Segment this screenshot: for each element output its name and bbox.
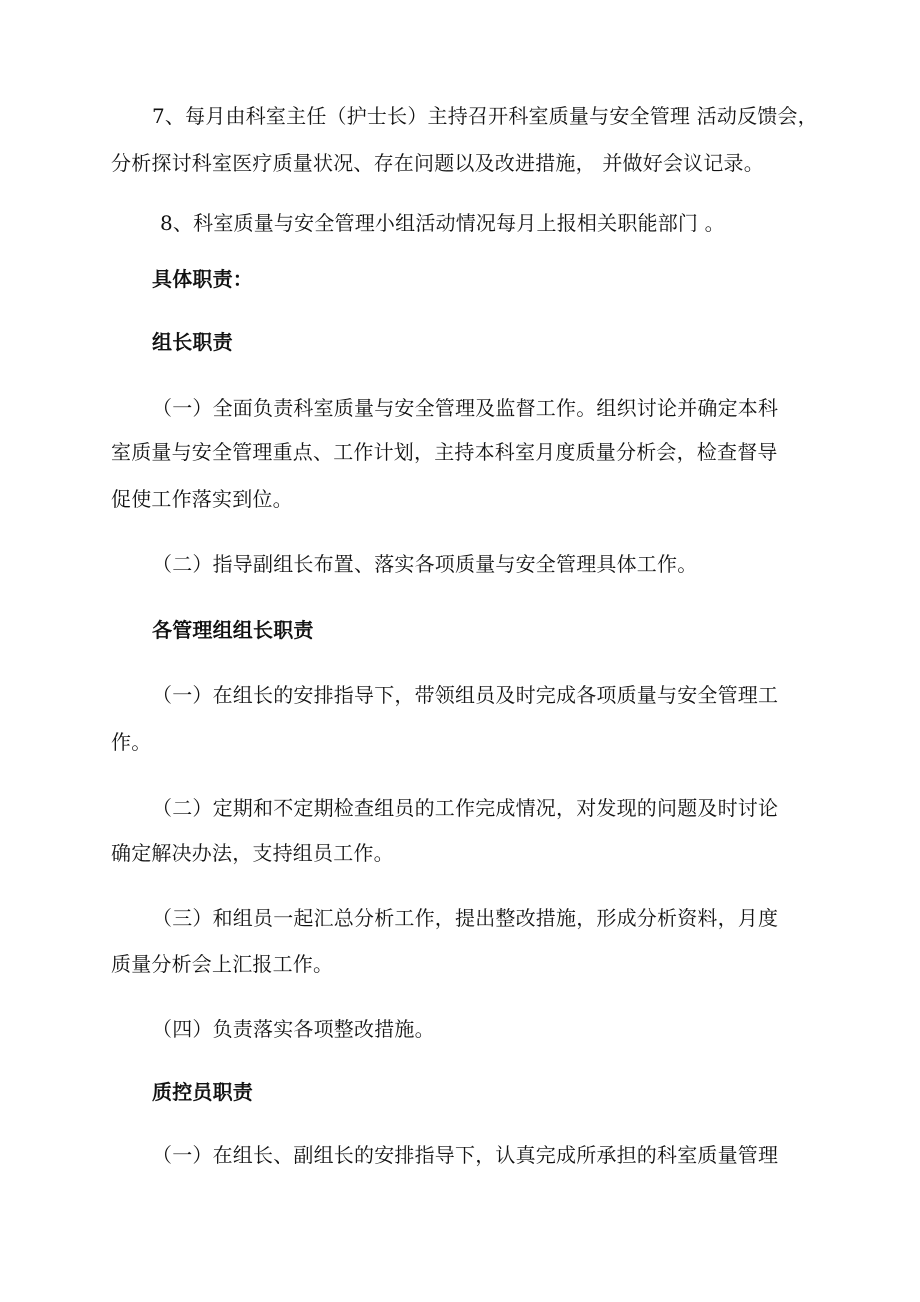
heading-specific-duties: 具体职责： (152, 267, 253, 291)
qc-officer-duty-1-line-1: （一）在组长、副组长的安排指导下，认真完成所承担的科室质量管理 (152, 1143, 779, 1167)
paragraph-7-line-1: 7、每月由科室主任（护士长）主持召开科室质量与安全管理 活动反馈会， (152, 104, 818, 128)
group-leader-duty-2-line-2: 确定解决办法，支持组员工作。 (111, 841, 394, 865)
leader-duty-1-line-2: 室质量与安全管理重点、工作计划，主持本科室月度质量分析会，检查督导 (111, 440, 778, 464)
group-leader-duty-3-line-1: （三）和组员一起汇总分析工作，提出整改措施，形成分析资料，月度 (152, 906, 779, 930)
group-leader-duty-1-line-1: （一）在组长的安排指导下，带领组员及时完成各项质量与安全管理工 (152, 683, 779, 707)
group-leader-duty-4: （四）负责落实各项整改措施。 (152, 1017, 435, 1041)
group-leader-duty-1-line-2: 作。 (111, 730, 152, 754)
leader-duty-1-line-3: 促使工作落实到位。 (111, 487, 293, 511)
leader-duty-1-line-1: （一）全面负责科室质量与安全管理及监督工作。组织讨论并确定本科 (152, 396, 779, 420)
group-leader-duty-2-line-1: （二）定期和不定期检查组员的工作完成情况，对发现的问题及时讨论 (152, 796, 779, 820)
leader-duty-2: （二）指导副组长布置、落实各项质量与安全管理具体工作。 (152, 552, 698, 576)
heading-leader-duties: 组长职责 (152, 330, 233, 354)
paragraph-8: 8、科室质量与安全管理小组活动情况每月上报相关职能部门 。 (160, 211, 725, 235)
paragraph-7-line-2: 分析探讨科室医疗质量状况、存在问题以及改进措施， 并做好会议记录。 (111, 151, 764, 175)
heading-group-leader-duties: 各管理组组长职责 (152, 618, 314, 642)
group-leader-duty-3-line-2: 质量分析会上汇报工作。 (111, 952, 334, 976)
heading-qc-officer-duties: 质控员职责 (152, 1080, 253, 1104)
